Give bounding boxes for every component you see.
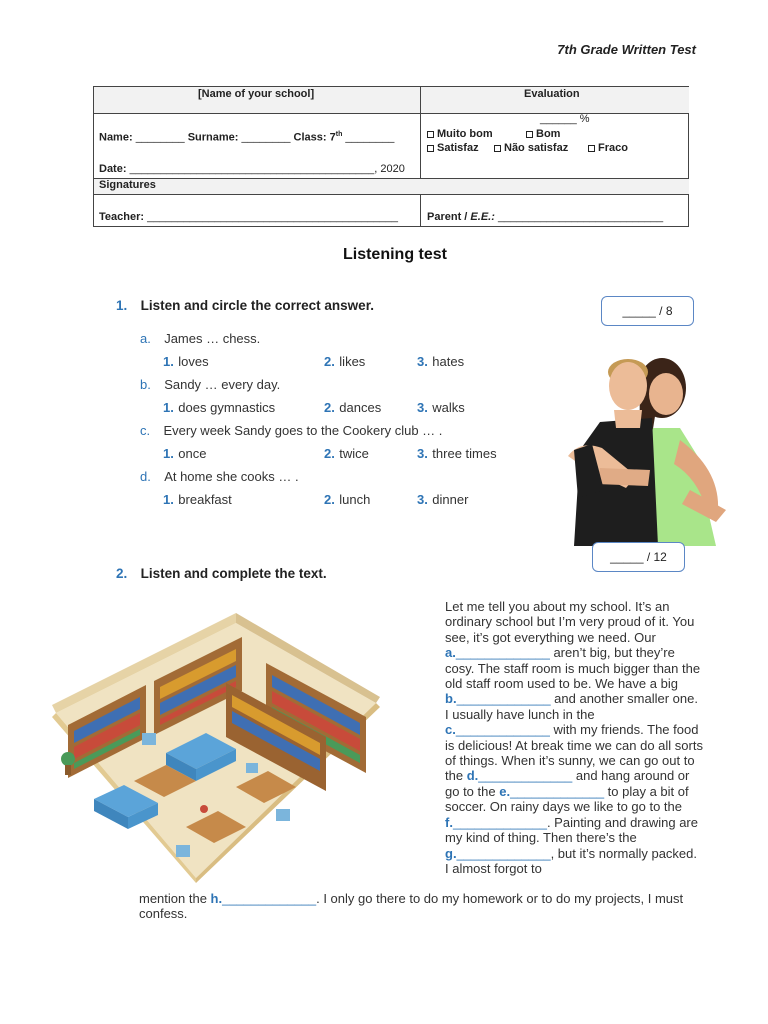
q1-c-option-2[interactable]: 2. twice	[324, 446, 369, 461]
q1-d-option-1[interactable]: 1. breakfast	[163, 492, 232, 507]
q1-item-a: a. James … chess.	[140, 331, 261, 346]
teacher-signature-field[interactable]: Teacher: _________________________________________	[99, 211, 398, 223]
signatures-row-shade	[94, 179, 689, 194]
q1-b-option-3[interactable]: 3. walks	[417, 400, 465, 415]
name-field[interactable]: Name: ________ Surname: ________ Class: 7th ________	[99, 131, 395, 144]
gap-a[interactable]: _____________	[455, 645, 550, 661]
q1-c-option-3[interactable]: 3. three times	[417, 446, 497, 461]
student-info-table	[93, 86, 689, 227]
listening-passage-end: mention the h._____________. I only go there to do my homework or to do my projects, I must confess.	[139, 891, 684, 922]
document-title: 7th Grade Written Test	[557, 42, 696, 57]
option-satisfaz[interactable]: Satisfaz	[427, 142, 479, 154]
evaluation-label: Evaluation	[524, 88, 580, 100]
q1-d-option-3[interactable]: 3. dinner	[417, 492, 469, 507]
q1-item-b: b. Sandy … every day.	[140, 377, 281, 392]
checkbox-icon[interactable]	[588, 145, 595, 152]
gap-e[interactable]: _____________	[510, 783, 605, 799]
q1-a-option-2[interactable]: 2. likes	[324, 354, 366, 369]
parent-signature-field[interactable]: Parent / E.E.: ___________________________	[427, 211, 664, 223]
gap-f[interactable]: _____________	[452, 814, 547, 830]
listening-passage: Let me tell you about my school. It’s an ordinary school but I’m very proud of it. You see, it’s got everything we need. Our a._____________ aren’t big, but they’re cosy. The staff room is much bigger than the old staff room used to be. We have a big b._____________ and another smaller one. I usually have lunch in the c._____________ with my friends. The food is delicious! At break time we can do all sorts of things. When it’s sunny, we can go out to the d._____________ and hang around or go to the e._____________ to play a bit of soccer. On rainy days we like to go to the f._____________. Painting and drawing are my kind of thing. Then there’s the g._____________, but it’s normally packed. I almost forgot to	[445, 599, 703, 876]
question-2-heading: 2. Listen and complete the text.	[116, 566, 327, 581]
question-1-heading: 1. Listen and circle the correct answer.	[116, 298, 374, 313]
option-bom[interactable]: Bom	[526, 128, 560, 140]
option-muito-bom[interactable]: Muito bom	[427, 128, 493, 140]
checkbox-icon[interactable]	[494, 145, 501, 152]
q1-a-option-3[interactable]: 3. hates	[417, 354, 465, 369]
q1-c-option-1[interactable]: 1. once	[163, 446, 207, 461]
teenagers-photo	[540, 340, 740, 546]
option-nao-satisfaz[interactable]: Não satisfaz	[494, 142, 568, 154]
checkbox-icon[interactable]	[427, 145, 434, 152]
gap-c[interactable]: _____________	[455, 722, 550, 738]
gap-d[interactable]: _____________	[478, 768, 573, 784]
option-fraco[interactable]: Fraco	[588, 142, 628, 154]
gap-b[interactable]: _____________	[456, 691, 551, 707]
gap-g[interactable]: _____________	[456, 845, 551, 861]
q1-item-c: c. Every week Sandy goes to the Cookery club … .	[140, 423, 443, 438]
page-title: Listening test	[342, 246, 447, 263]
gap-h[interactable]: _____________	[222, 891, 317, 906]
q1-d-option-2[interactable]: 2. lunch	[324, 492, 371, 507]
checkbox-icon[interactable]	[427, 131, 434, 138]
percent-blank[interactable]: ______ %	[540, 113, 590, 125]
date-field[interactable]: Date: ________________________________________, 2020	[99, 163, 405, 175]
q2-score-box[interactable]: _____ / 12	[592, 542, 685, 572]
q1-score-box[interactable]: _____ / 8	[601, 296, 694, 326]
q1-item-d: d. At home she cooks … .	[140, 469, 299, 484]
signatures-label: Signatures	[99, 179, 156, 191]
q1-b-option-2[interactable]: 2. dances	[324, 400, 382, 415]
q1-b-option-1[interactable]: 1. does gymnastics	[163, 400, 276, 415]
school-name-placeholder: [Name of your school]	[198, 88, 315, 100]
school-library-illustration	[46, 613, 386, 883]
q1-a-option-1[interactable]: 1. loves	[163, 354, 209, 369]
checkbox-icon[interactable]	[526, 131, 533, 138]
